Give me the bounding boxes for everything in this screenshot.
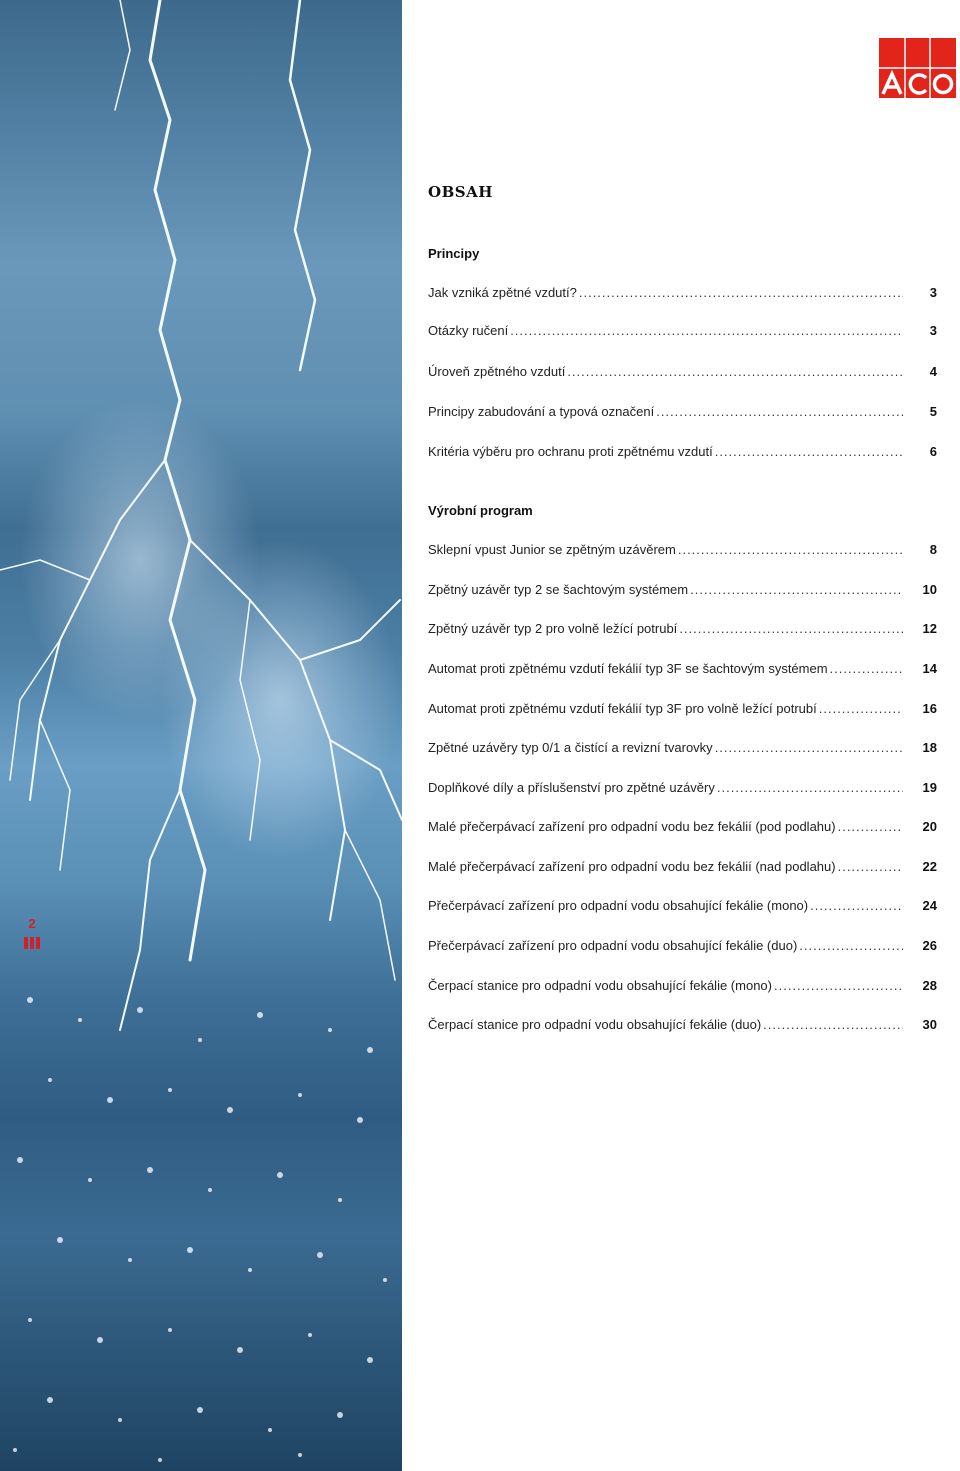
dot-leader: [799, 938, 903, 953]
toc-item[interactable]: [428, 701, 937, 719]
toc-item-page: 26: [922, 938, 937, 953]
dot-leader: [819, 701, 903, 716]
toc-item[interactable]: [428, 1017, 937, 1035]
toc-item-label: Zpětné uzávěry typ 0/1 a čistící a revizní tvarovky: [428, 740, 713, 755]
toc-item-page: 20: [922, 819, 937, 834]
toc-item[interactable]: [428, 285, 937, 303]
aco-logo: [879, 38, 956, 98]
page-title: OBSAH: [428, 183, 493, 201]
toc-item-label: Malé přečerpávací zařízení pro odpadní vodu bez fekálií (nad podlahu): [428, 859, 836, 874]
toc-item[interactable]: [428, 323, 937, 341]
dot-leader: [656, 404, 903, 419]
toc-item-page: 22: [922, 859, 937, 874]
toc-item[interactable]: [428, 978, 937, 996]
dot-leader: [830, 661, 903, 676]
toc-item-page: 3: [929, 323, 937, 338]
toc-item-page: 18: [922, 740, 937, 755]
toc-item-page: 8: [929, 542, 937, 557]
page-number: 2: [28, 916, 36, 931]
toc-item-page: 10: [922, 582, 937, 597]
dot-leader: [579, 285, 903, 300]
section-title-vyrobni-program: Výrobní program: [428, 503, 533, 518]
toc-item-page: 28: [922, 978, 937, 993]
toc-item[interactable]: [428, 621, 937, 639]
toc-item[interactable]: [428, 582, 937, 600]
page-marker-bars: [24, 937, 40, 949]
toc-item-label: Úroveň zpětného vzdutí: [428, 364, 566, 379]
dot-leader: [678, 542, 903, 557]
dot-leader: [690, 582, 903, 597]
toc-item[interactable]: [428, 938, 937, 956]
toc-item-label: Čerpací stanice pro odpadní vodu obsahující fekálie (mono): [428, 978, 772, 993]
toc-item[interactable]: [428, 542, 937, 560]
dot-leader: [679, 621, 903, 636]
toc-item-label: Otázky ručení: [428, 323, 509, 338]
toc-item-label: Zpětný uzávěr typ 2 pro volně ležící potrubí: [428, 621, 678, 636]
dot-leader: [715, 740, 903, 755]
toc-item-label: Přečerpávací zařízení pro odpadní vodu obsahující fekálie (mono): [428, 898, 809, 913]
dot-leader: [838, 819, 903, 834]
toc-item-page: 16: [922, 701, 937, 716]
toc-item-label: Jak vzniká zpětné vzdutí?: [428, 285, 577, 300]
section-title-principy: Principy: [428, 246, 480, 261]
toc-item-label: Malé přečerpávací zařízení pro odpadní vodu bez fekálií (pod podlahu): [428, 819, 836, 834]
toc-item[interactable]: [428, 819, 937, 837]
toc-item[interactable]: [428, 444, 937, 462]
dot-leader: [510, 323, 903, 338]
toc-item-label: Doplňkové díly a příslušenství pro zpětné uzávěry: [428, 780, 715, 795]
dot-leader: [717, 780, 903, 795]
page-number-tab: [24, 916, 40, 949]
toc-item-label: Principy zabudování a typová označení: [428, 404, 655, 419]
toc-item[interactable]: [428, 740, 937, 758]
toc-item-label: Automat proti zpětnému vzdutí fekálií typ 3F se šachtovým systémem: [428, 661, 828, 676]
toc-item-label: Automat proti zpětnému vzdutí fekálií typ 3F pro volně ležící potrubí: [428, 701, 817, 716]
toc-item[interactable]: [428, 404, 937, 422]
dot-leader: [763, 1017, 903, 1032]
aco-logo-mark: [879, 38, 956, 98]
toc-item-page: 6: [929, 444, 937, 459]
dot-leader: [810, 898, 903, 913]
toc-item-page: 19: [922, 780, 937, 795]
toc-item-page: 3: [929, 285, 937, 300]
dot-leader: [838, 859, 903, 874]
toc-item-label: Čerpací stanice pro odpadní vodu obsahující fekálie (duo): [428, 1017, 762, 1032]
toc-item-page: 14: [922, 661, 937, 676]
toc-item-label: Zpětný uzávěr typ 2 se šachtovým systémem: [428, 582, 689, 597]
toc-item-page: 4: [929, 364, 937, 379]
toc-item[interactable]: [428, 780, 937, 798]
toc-item-page: 30: [922, 1017, 937, 1032]
toc-item[interactable]: [428, 898, 937, 916]
toc-item[interactable]: [428, 859, 937, 877]
dot-leader: [715, 444, 903, 459]
dot-leader: [774, 978, 903, 993]
toc-item-label: Přečerpávací zařízení pro odpadní vodu obsahující fekálie (duo): [428, 938, 798, 953]
toc-item-label: Sklepní vpust Junior se zpětným uzávěrem: [428, 542, 676, 557]
toc-item-label: Kritéria výběru pro ochranu proti zpětnému vzdutí: [428, 444, 713, 459]
toc-item[interactable]: [428, 364, 937, 382]
toc-item-page: 24: [922, 898, 937, 913]
dot-leader: [567, 364, 903, 379]
toc-item-page: 5: [929, 404, 937, 419]
lightning-illustration: [0, 0, 402, 1471]
toc-item-page: 12: [922, 621, 937, 636]
toc-item[interactable]: [428, 661, 937, 679]
lightning-rain-photo: [0, 0, 402, 1471]
